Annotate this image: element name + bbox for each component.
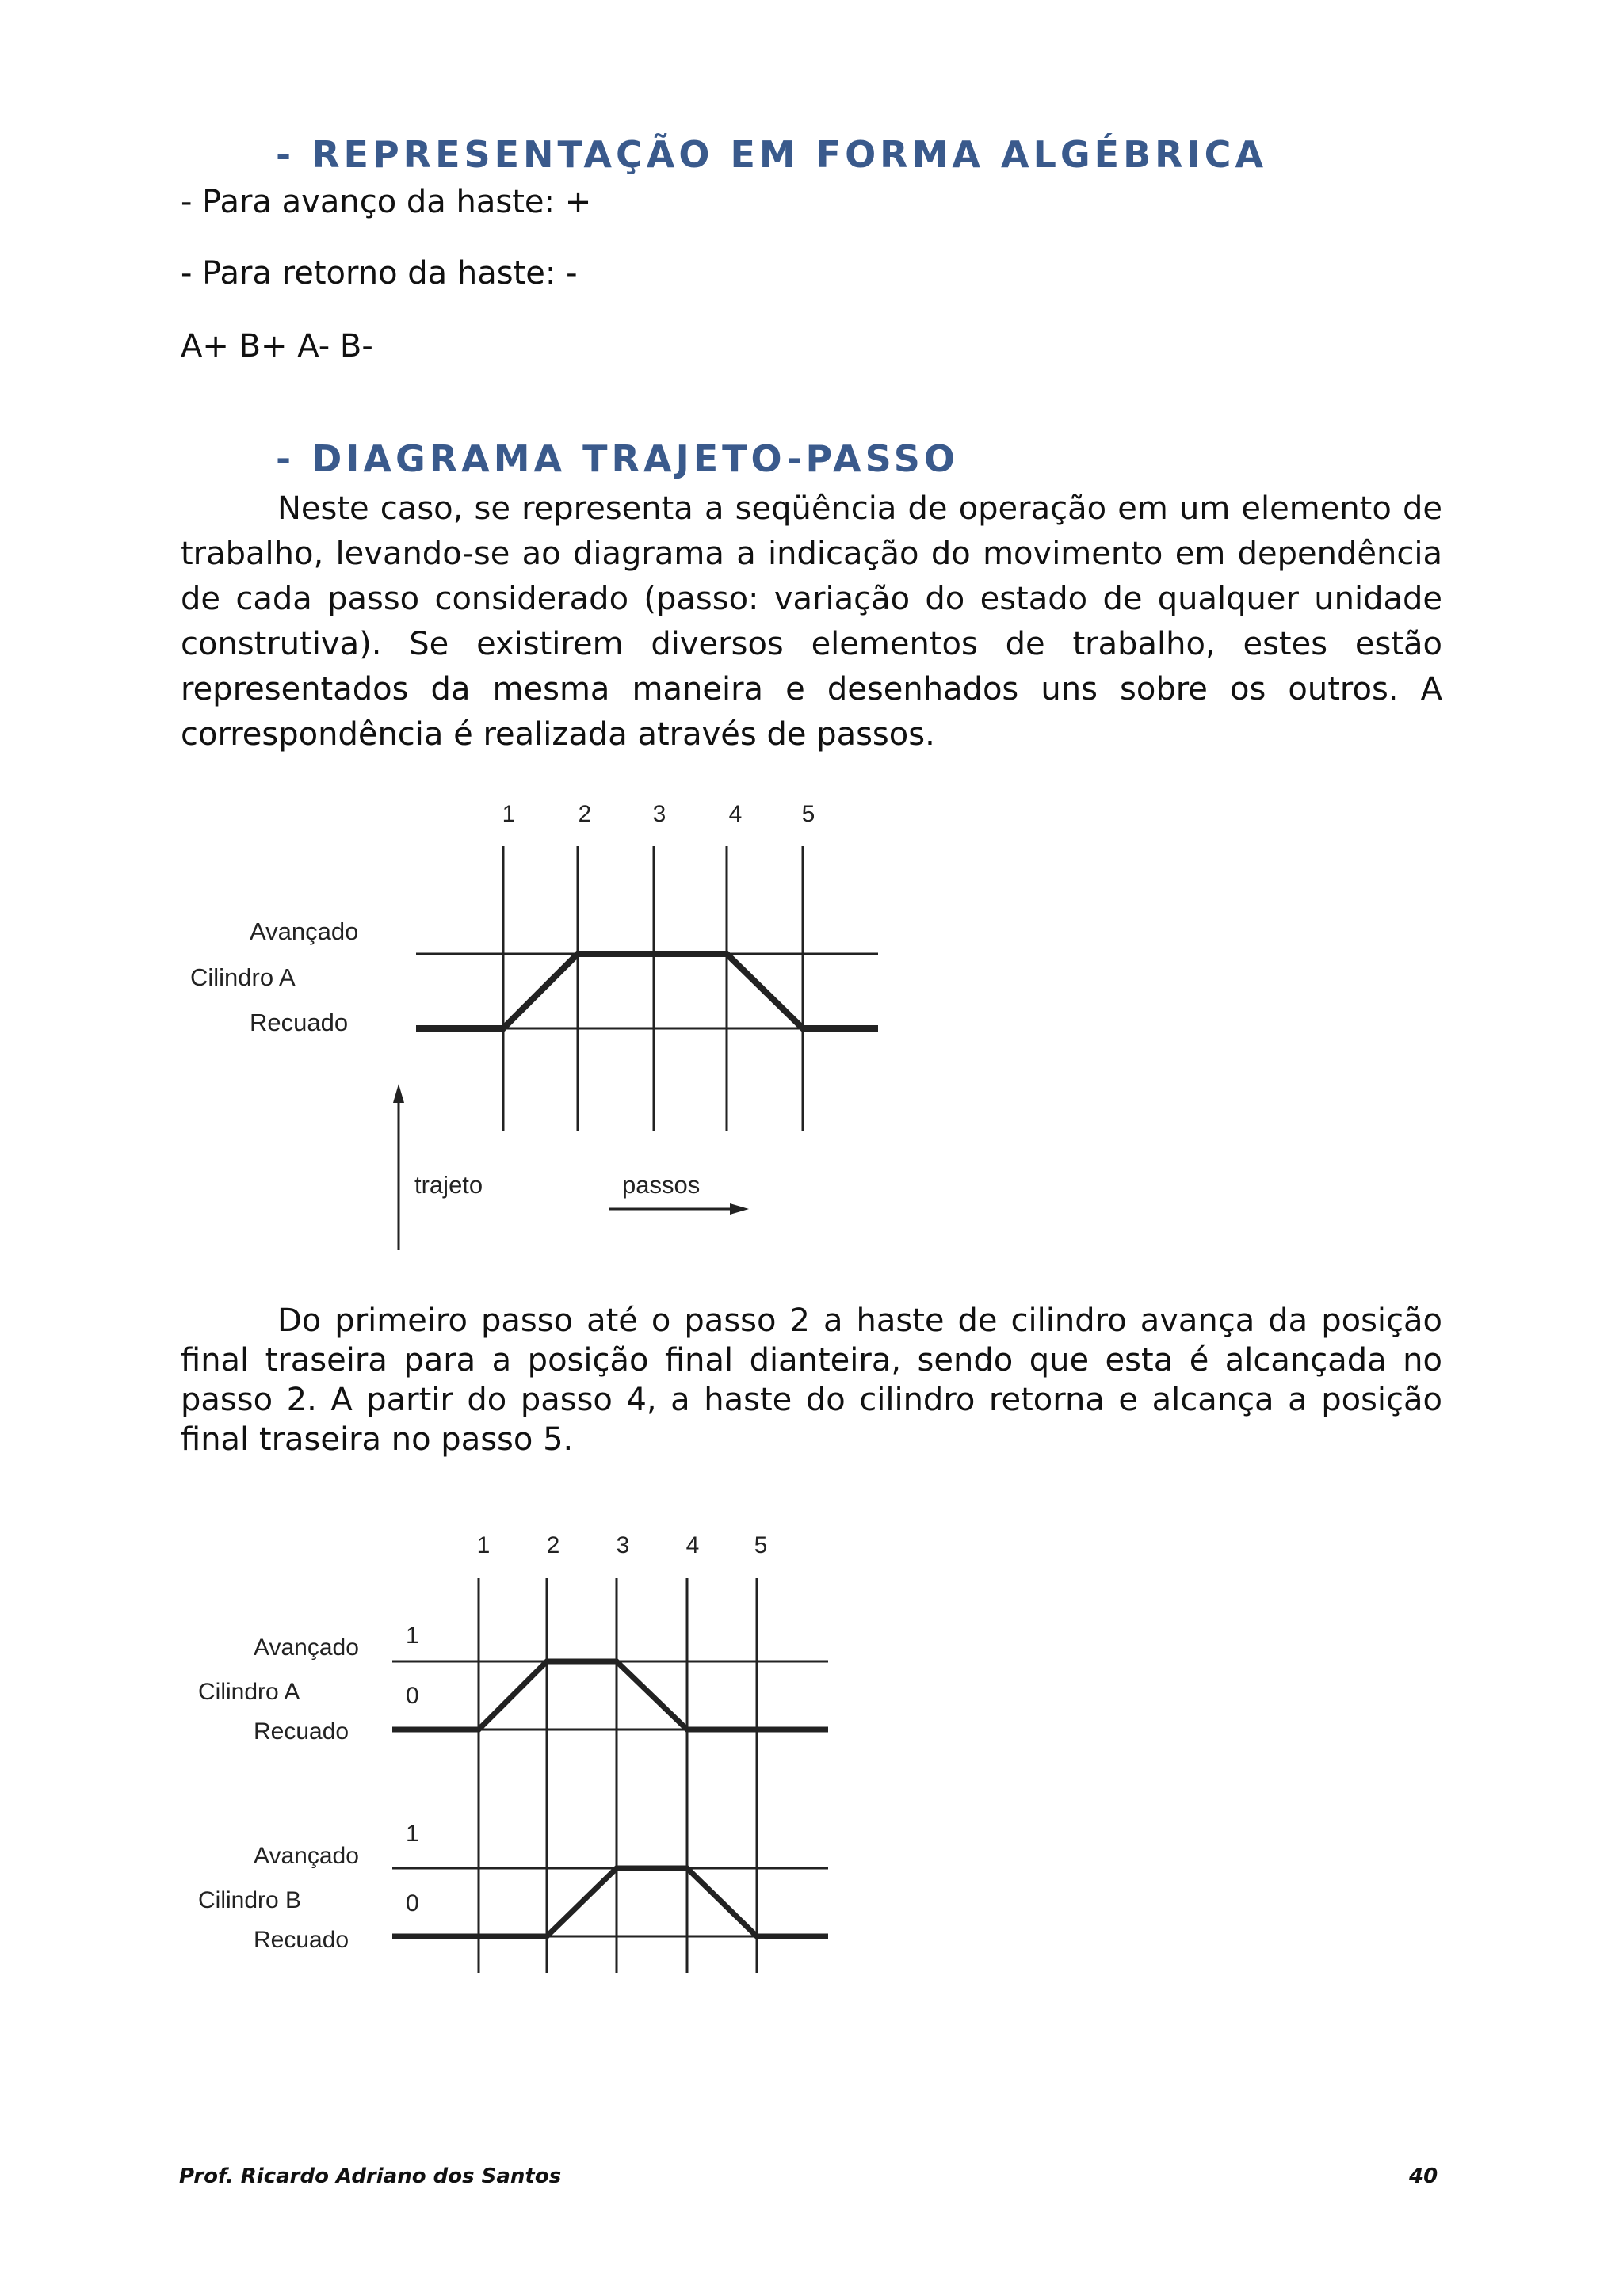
section-heading-diagram: - DIAGRAMA TRAJETO-PASSO [276,437,959,480]
step-label: 1 [476,1532,491,1558]
advance-rule: - Para avanço da haste: + [181,184,592,220]
path-axis-arrowhead [393,1084,404,1103]
displacement-step-diagram-2 [0,1505,1623,1997]
cylinder-b-path [392,1868,828,1936]
step-label: 4 [685,1532,700,1558]
cylinder-a-label: Cilindro A [190,963,296,991]
retract-rule: - Para retorno da haste: - [181,255,578,292]
advanced-label: Avançado [250,917,359,945]
step-label: 2 [578,801,592,827]
cylinder-a-label: Cilindro A [198,1679,300,1705]
retracted-label: Recuado [250,1009,349,1036]
step-label: 3 [652,801,666,827]
cylinder-a-advanced-label: Avançado [254,1634,359,1661]
step-label: 2 [546,1532,560,1558]
step-label: 4 [728,801,743,827]
cylinder-a-retracted-label: Recuado [254,1718,349,1745]
page-number: 40 [1409,2164,1438,2188]
cylinder-a-high-label: 1 [406,1623,419,1649]
footer-author: Prof. Ricardo Adriano dos Santos [179,2164,562,2188]
cylinder-b-retracted-label: Recuado [254,1927,349,1953]
cylinder-a-path [416,954,878,1028]
cylinder-b-advanced-label: Avançado [254,1843,359,1869]
step-label: 5 [801,801,815,827]
step-label: 5 [754,1532,768,1558]
steps-axis-label: passos [622,1171,701,1199]
cylinder-b-low-label: 0 [406,1890,419,1917]
section-heading-algebraic: - REPRESENTAÇÃO EM FORMA ALGÉBRICA [276,133,1268,176]
algebraic-sequence: A+ B+ A- B- [181,328,373,364]
cylinder-b-high-label: 1 [406,1821,419,1847]
cylinder-a-low-label: 0 [406,1683,419,1709]
cylinder-a-path [392,1661,828,1730]
step-label: 1 [502,801,516,827]
steps-axis-arrowhead [730,1203,749,1215]
diagram-description-paragraph: Neste caso, se representa a seqüência de operação em um elemento de trabalho, levando-se ao diagrama a indicação do movimento em dependência de cada passo considerado (passo: variação do estado de qualquer unidade construtiva). Se existirem diversos elementos de trabalho, estes estão representados da mesma maneira e desenhados uns sobre os outros. A correspondência é realizada através de passos. [181,490,1442,753]
cylinder-b-label: Cilindro B [198,1887,302,1913]
diagram-explanation-paragraph: Do primeiro passo até o passo 2 a haste de cilindro avança da posição final traseira para a posição final dianteira, sendo que esta é alcançada no passo 2. A partir do passo 4, a haste do cilindro retorna e alcança a posição final traseira no passo 5. [181,1302,1442,1458]
step-label: 3 [616,1532,630,1558]
path-axis-label: trajeto [414,1171,483,1199]
